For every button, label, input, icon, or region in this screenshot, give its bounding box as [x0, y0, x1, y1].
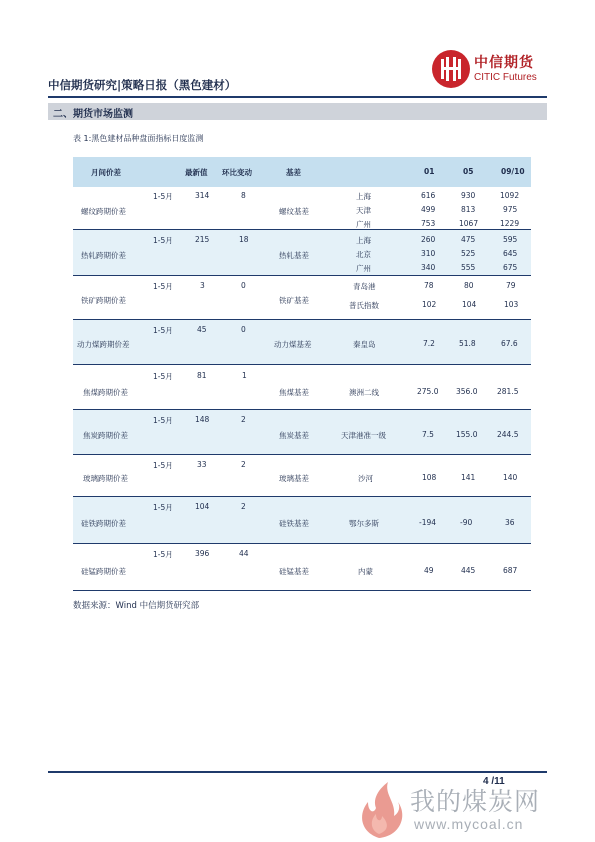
basis-0910-cell: 67.6 — [501, 339, 518, 348]
basis-05-cell: 141 — [461, 473, 476, 482]
period-cell: 1-5月 — [153, 503, 173, 512]
logo-cn-text: 中信期货 — [474, 55, 534, 71]
change-cell: 1 — [242, 371, 247, 380]
basis-01-cell: 310 — [421, 249, 436, 258]
basis-01-cell: 340 — [421, 263, 436, 272]
basis-0910-cell: 595 — [503, 235, 518, 244]
watermark — [350, 780, 590, 840]
header-c0910: 09/10 — [501, 167, 525, 176]
basis-location-cell: 天津港准一级 — [341, 431, 386, 440]
basis-05-cell: 475 — [461, 235, 476, 244]
basis-05-cell: 555 — [461, 263, 476, 272]
period-cell: 1-5月 — [153, 192, 173, 201]
report-title: 中信期货研究|策略日报（黑色建材） — [48, 78, 237, 92]
period-cell: 1-5月 — [153, 550, 173, 559]
basis-0910-cell: 281.5 — [497, 387, 519, 396]
basis-location-cell: 内蒙 — [358, 567, 373, 576]
period-cell: 1-5月 — [153, 282, 173, 291]
basis-0910-cell: 975 — [503, 205, 518, 214]
header-spread: 月间价差 — [91, 168, 121, 177]
data-source-note: 数据来源：Wind 中信期货研究部 — [73, 601, 200, 611]
basis-0910-cell: 1229 — [500, 219, 520, 228]
spread-name-cell: 焦炭跨期价差 — [83, 431, 128, 440]
basis-05-cell: 51.8 — [459, 339, 476, 348]
basis-location-cell: 上海 — [356, 192, 371, 201]
basis-01-cell: 7.5 — [422, 430, 434, 439]
monitor-table — [73, 157, 531, 591]
header-latest: 最新值 — [185, 168, 208, 177]
period-cell: 1-5月 — [153, 326, 173, 335]
citic-logo-icon — [432, 50, 470, 88]
spread-name-cell: 热轧跨期价差 — [81, 251, 126, 260]
section-heading-bar — [48, 103, 547, 120]
change-cell: 2 — [241, 415, 246, 424]
table-row — [73, 276, 531, 320]
table-row — [73, 544, 531, 591]
latest-cell: 215 — [195, 235, 210, 244]
header-basis: 基差 — [286, 168, 301, 177]
basis-location-cell: 秦皇岛 — [353, 340, 376, 349]
period-cell: 1-5月 — [153, 416, 173, 425]
spread-name-cell: 硅铁跨期价差 — [81, 519, 126, 528]
basis-location-cell: 北京 — [356, 250, 371, 259]
basis-name-cell: 动力煤基差 — [274, 340, 312, 349]
basis-name-cell: 硅铁基差 — [279, 519, 309, 528]
basis-05-cell: -90 — [460, 518, 473, 527]
spread-name-cell: 焦煤跨期价差 — [83, 388, 128, 397]
basis-05-cell: 80 — [464, 281, 474, 290]
basis-0910-cell: 36 — [505, 518, 515, 527]
flame-logo-icon — [350, 780, 408, 840]
basis-location-cell: 鄂尔多斯 — [349, 519, 379, 528]
table-row — [73, 410, 531, 455]
header-change: 环比变动 — [222, 168, 252, 177]
basis-0910-cell: 79 — [506, 281, 516, 290]
basis-name-cell: 焦煤基差 — [279, 388, 309, 397]
basis-01-cell: -194 — [419, 518, 437, 527]
basis-05-cell: 104 — [462, 300, 477, 309]
basis-location-cell: 沙河 — [358, 474, 373, 483]
header-c01: 01 — [424, 167, 435, 176]
change-cell: 44 — [239, 549, 249, 558]
basis-01-cell: 7.2 — [423, 339, 435, 348]
watermark-cn-text: 我的煤炭网 — [410, 787, 541, 816]
basis-name-cell: 焦炭基差 — [279, 431, 309, 440]
basis-name-cell: 硅锰基差 — [279, 567, 309, 576]
basis-05-cell: 1067 — [459, 219, 479, 228]
citic-futures-logo — [432, 50, 550, 90]
latest-cell: 3 — [200, 281, 205, 290]
table-header-row — [73, 157, 531, 187]
basis-05-cell: 356.0 — [456, 387, 478, 396]
basis-name-cell: 铁矿基差 — [279, 296, 309, 305]
basis-0910-cell: 687 — [503, 566, 518, 575]
basis-01-cell: 78 — [424, 281, 434, 290]
basis-0910-cell: 244.5 — [497, 430, 519, 439]
basis-0910-cell: 675 — [503, 263, 518, 272]
change-cell: 2 — [241, 460, 246, 469]
spread-name-cell: 动力煤跨期价差 — [77, 340, 130, 349]
basis-01-cell: 108 — [422, 473, 437, 482]
basis-location-cell: 青岛港 — [353, 282, 376, 291]
table-row — [73, 365, 531, 410]
spread-name-cell: 硅锰跨期价差 — [81, 567, 126, 576]
latest-cell: 33 — [197, 460, 207, 469]
change-cell: 18 — [239, 235, 249, 244]
basis-location-cell: 普氏指数 — [349, 301, 379, 310]
table-row — [73, 230, 531, 276]
latest-cell: 104 — [195, 502, 210, 511]
spread-name-cell: 铁矿跨期价差 — [81, 296, 126, 305]
logo-en-text: CITIC Futures — [474, 72, 537, 83]
page-number: 4 /11 — [483, 776, 505, 787]
table-row — [73, 497, 531, 544]
basis-name-cell: 螺纹基差 — [279, 207, 309, 216]
basis-01-cell: 102 — [422, 300, 437, 309]
watermark-url-text: www.mycoal.cn — [414, 816, 524, 832]
basis-location-cell: 广州 — [356, 264, 371, 273]
header-divider — [48, 96, 547, 98]
basis-05-cell: 525 — [461, 249, 476, 258]
basis-01-cell: 753 — [421, 219, 436, 228]
latest-cell: 81 — [197, 371, 207, 380]
basis-name-cell: 热轧基差 — [279, 251, 309, 260]
basis-05-cell: 445 — [461, 566, 476, 575]
basis-name-cell: 玻璃基差 — [279, 474, 309, 483]
change-cell: 8 — [241, 191, 246, 200]
table-caption: 表 1:黑色建材品种盘面指标日度监测 — [73, 134, 204, 143]
basis-01-cell: 616 — [421, 191, 436, 200]
basis-location-cell: 上海 — [356, 236, 371, 245]
latest-cell: 45 — [197, 325, 207, 334]
basis-location-cell: 广州 — [356, 220, 371, 229]
spread-name-cell: 螺纹跨期价差 — [81, 207, 126, 216]
basis-0910-cell: 103 — [504, 300, 519, 309]
basis-05-cell: 930 — [461, 191, 476, 200]
table-row — [73, 455, 531, 497]
basis-05-cell: 155.0 — [456, 430, 478, 439]
basis-05-cell: 813 — [461, 205, 476, 214]
latest-cell: 148 — [195, 415, 210, 424]
period-cell: 1-5月 — [153, 236, 173, 245]
section-title: 二、期货市场监测 — [53, 109, 133, 120]
spread-name-cell: 玻璃跨期价差 — [83, 474, 128, 483]
change-cell: 0 — [241, 281, 246, 290]
footer-divider — [48, 771, 547, 773]
change-cell: 2 — [241, 502, 246, 511]
basis-0910-cell: 140 — [503, 473, 518, 482]
latest-cell: 314 — [195, 191, 210, 200]
basis-01-cell: 260 — [421, 235, 436, 244]
basis-01-cell: 49 — [424, 566, 434, 575]
change-cell: 0 — [241, 325, 246, 334]
period-cell: 1-5月 — [153, 461, 173, 470]
header-c05: 05 — [463, 167, 474, 176]
basis-0910-cell: 645 — [503, 249, 518, 258]
basis-01-cell: 275.0 — [417, 387, 439, 396]
latest-cell: 396 — [195, 549, 210, 558]
basis-0910-cell: 1092 — [500, 191, 520, 200]
table-row — [73, 320, 531, 365]
basis-location-cell: 澳洲二线 — [349, 388, 379, 397]
table-row — [73, 187, 531, 230]
basis-01-cell: 499 — [421, 205, 436, 214]
period-cell: 1-5月 — [153, 372, 173, 381]
basis-location-cell: 天津 — [356, 206, 371, 215]
